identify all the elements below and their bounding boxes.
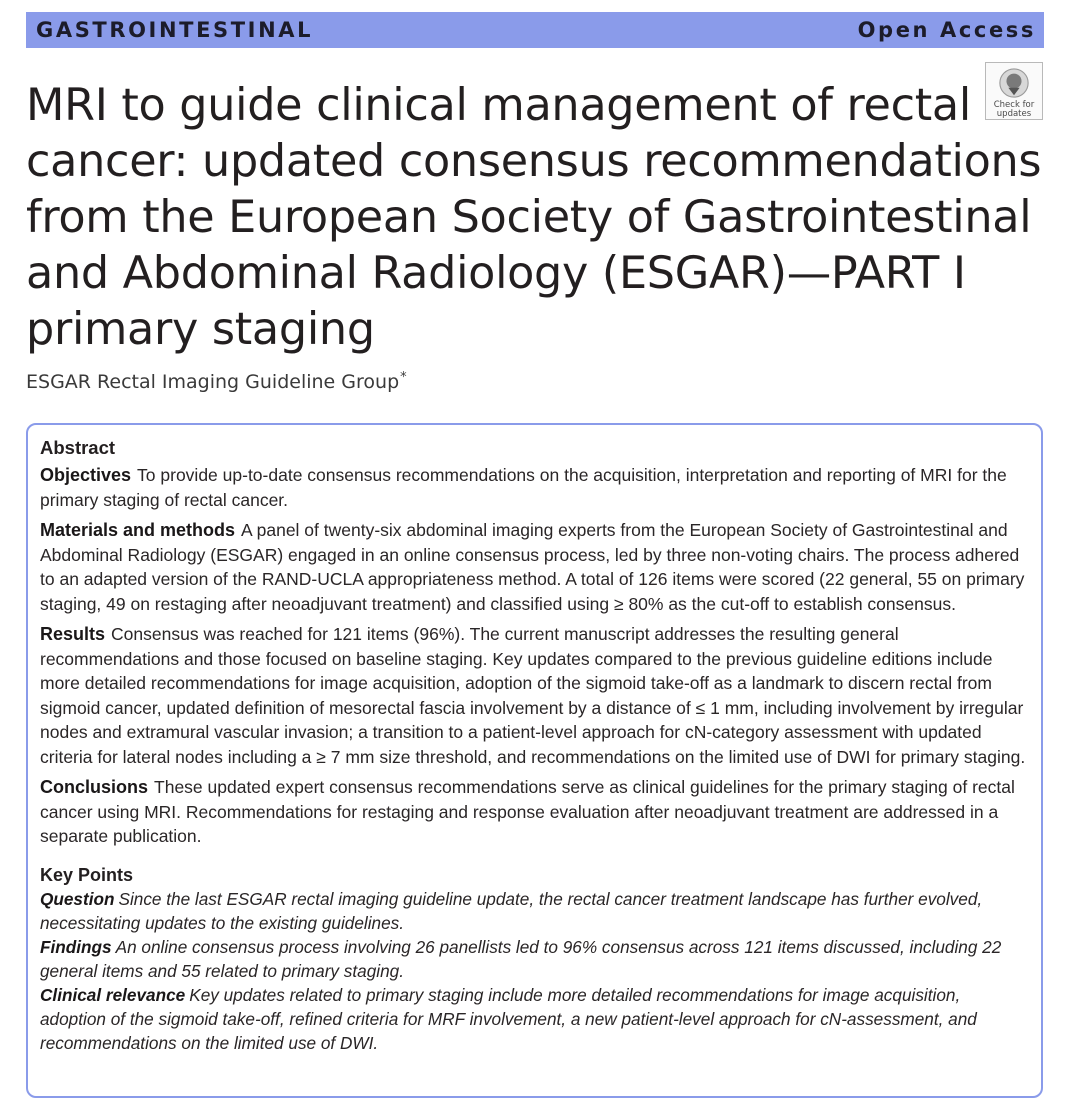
author-footnote-mark: * <box>400 370 407 385</box>
open-access-label[interactable]: Open Access <box>857 18 1036 42</box>
key-point-label: Clinical relevance <box>40 984 186 1005</box>
author-name: ESGAR Rectal Imaging Guideline Group <box>26 371 400 393</box>
abstract-section-text: A panel of twenty-six abdominal imaging experts from the European Society of Gastrointestinal and Abdominal Radiology (ESGAR) engaged in an online consensus process, led by three non-voting chairs. The process adhered to an adapted version of the RAND-UCLA appropriateness method. A total of 126 items were scored (22 general, 55 on primary staging, 49 on restaging after neoadjuvant treatment) and classified using ≥ 80% as the cut-off to establish consensus. <box>40 520 1025 614</box>
section-label: GASTROINTESTINAL <box>36 18 314 42</box>
key-point-clinical-relevance <box>40 983 1029 1055</box>
crossmark-label: Check for updates <box>993 100 1035 119</box>
abstract-section-label: Conclusions <box>40 777 149 797</box>
abstract-results <box>40 622 1029 769</box>
key-point-text: An online consensus process involving 26 panellists led to 96% consensus across 121 items discussed, including 22 general items and 55 related to primary staging. <box>40 936 1002 981</box>
abstract-section-label: Objectives <box>40 465 132 485</box>
abstract-conclusions <box>40 775 1029 849</box>
key-point-text: Since the last ESGAR rectal imaging guideline update, the rectal cancer treatment landscape has further evolved, necessitating updates to the existing guidelines. <box>40 888 983 933</box>
key-point-findings <box>40 935 1029 983</box>
author-line[interactable] <box>26 370 407 393</box>
key-points-heading: Key Points <box>40 864 134 885</box>
abstract-heading: Abstract <box>40 437 116 458</box>
abstract-section-label: Results <box>40 624 106 644</box>
abstract-section-text: These updated expert consensus recommendations serve as clinical guidelines for the primary staging of rectal cancer using MRI. Recommendations for restaging and response evaluation after neoadjuvant treatment are addressed in a separate publication. <box>40 777 1015 846</box>
key-point-label: Findings <box>40 936 112 957</box>
abstract-section-text: To provide up-to-date consensus recommendations on the acquisition, interpretation and reporting of MRI for the primary staging of rectal cancer. <box>40 465 1007 510</box>
abstract-section-label: Materials and methods <box>40 520 236 540</box>
key-point-label: Question <box>40 888 115 909</box>
article-title: MRI to guide clinical management of rectal cancer: updated consensus recommendations from the European Society of Gastrointestinal and Abdominal Radiology (ESGAR)—PART I primary staging <box>26 80 1042 355</box>
journal-section-bar <box>26 12 1044 48</box>
abstract-methods <box>40 518 1029 616</box>
key-point-text: Key updates related to primary staging include more detailed recommendations for image acquisition, adoption of the sigmoid take-off, refined criteria for MRF involvement, a new patient-level approach for cN-assessment, and recommendations on the limited use of DWI. <box>40 984 977 1053</box>
abstract-objectives <box>40 463 1029 512</box>
key-point-question <box>40 887 1029 935</box>
abstract-box <box>26 423 1043 1098</box>
abstract-section-text: Consensus was reached for 121 items (96%). The current manuscript addresses the resulting general recommendations and those focused on baseline staging. Key updates compared to the previous guideline editions include more detailed recommendations for image acquisition, adoption of the sigmoid take-off as a landmark to discern rectal from sigmoid cancer, updated definition of mesorectal fascia involvement by a distance of ≤ 1 mm, including involvement by irregular nodes and extramural vascular invasion; a transition to a patient-level approach for cN-category assessment with updated criteria for lateral nodes including a ≥ 7 mm size threshold, and recommendations on the limited use of DWI for primary staging. <box>40 624 1026 767</box>
